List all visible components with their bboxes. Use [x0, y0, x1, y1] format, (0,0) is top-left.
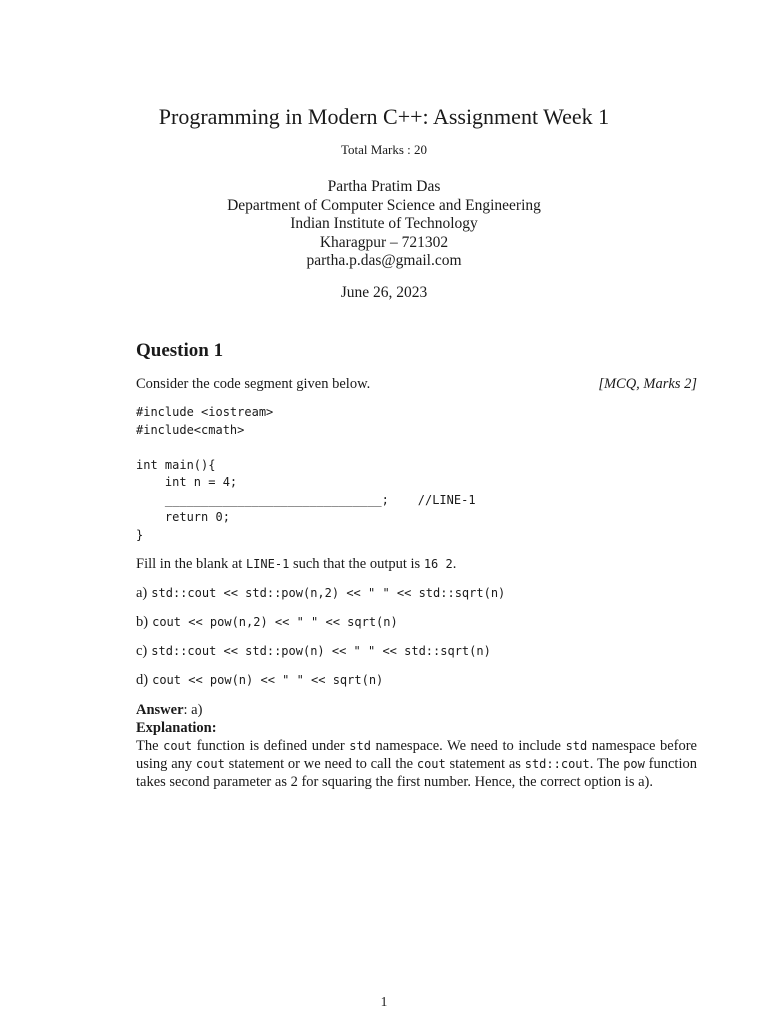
option-label: b) — [136, 614, 149, 630]
option-code: std::cout << std::pow(n) << " " << std::sqrt(n) — [151, 644, 491, 658]
document-title: Programming in Modern C++: Assignment Week 1 — [158, 104, 610, 129]
explanation-heading: Explanation: — [136, 720, 217, 736]
explanation-fragment: namespace before using any — [136, 738, 697, 772]
question-prompt-row — [136, 376, 697, 393]
author-name: Partha Pratim Das — [327, 178, 441, 195]
option-c — [136, 643, 491, 660]
author-department: Department of Computer Science and Engineering — [227, 196, 541, 214]
explanation-code: std — [349, 739, 371, 753]
explanation-fragment: The — [136, 738, 164, 754]
fill-text-middle: such that the output is — [289, 556, 424, 572]
author-block — [0, 178, 768, 271]
option-b — [136, 614, 398, 631]
explanation-fragment: . The — [589, 756, 624, 772]
explanation-fragment: function takes second parameter as 2 for squaring the first number. Hence, the correct option is a). — [136, 756, 697, 790]
explanation-fragment: namespace. We need to include — [370, 738, 566, 754]
answer-value: : a) — [183, 702, 203, 718]
option-label: c) — [136, 643, 148, 659]
fill-text-prefix: Fill in the blank at — [136, 556, 246, 572]
question-prompt: Consider the code segment given below. — [136, 376, 371, 392]
answer-line — [136, 702, 697, 719]
author-location: Kharagpur – 721302 — [319, 233, 449, 251]
explanation-code: cout — [163, 739, 193, 753]
code-block: #include <iostream> #include<cmath> int main(){ int n = 4; ______________________________; //LINE-1 return 0; } — [136, 405, 476, 542]
explanation-fragment: statement as — [445, 756, 525, 772]
question-heading: Question 1 — [136, 340, 224, 361]
explanation-code: pow — [623, 757, 645, 771]
explanation-fragment: statement or we need to call the — [224, 756, 417, 772]
option-code: cout << pow(n,2) << " " << sqrt(n) — [152, 615, 398, 629]
explanation-code: cout — [416, 757, 446, 771]
author-email: partha.p.das@gmail.com — [306, 252, 462, 269]
option-code: cout << pow(n) << " " << sqrt(n) — [152, 673, 384, 687]
page-number: 1 — [380, 994, 388, 1009]
question-type-tag: [MCQ, Marks 2] — [598, 376, 697, 392]
explanation-code: cout — [195, 757, 225, 771]
option-code: std::cout << std::pow(n,2) << " " << std::sqrt(n) — [151, 586, 506, 600]
answer-label: Answer — [136, 702, 184, 718]
fill-instruction — [136, 556, 697, 573]
option-d — [136, 672, 383, 689]
explanation-code: std — [565, 739, 588, 753]
explanation-fragment: function is defined under — [192, 738, 350, 754]
fill-line-ref: LINE-1 — [245, 557, 290, 571]
total-marks: Total Marks : 20 — [340, 142, 428, 157]
explanation-code: std::cout — [524, 757, 590, 771]
document-date: June 26, 2023 — [340, 284, 428, 301]
explanation-text — [136, 737, 697, 791]
fill-expected-output: 16 2 — [423, 557, 453, 571]
fill-text-suffix: . — [452, 556, 457, 572]
author-institute: Indian Institute of Technology — [290, 215, 478, 232]
option-a — [136, 585, 505, 602]
option-label: a) — [136, 585, 148, 601]
option-label: d) — [136, 672, 149, 688]
